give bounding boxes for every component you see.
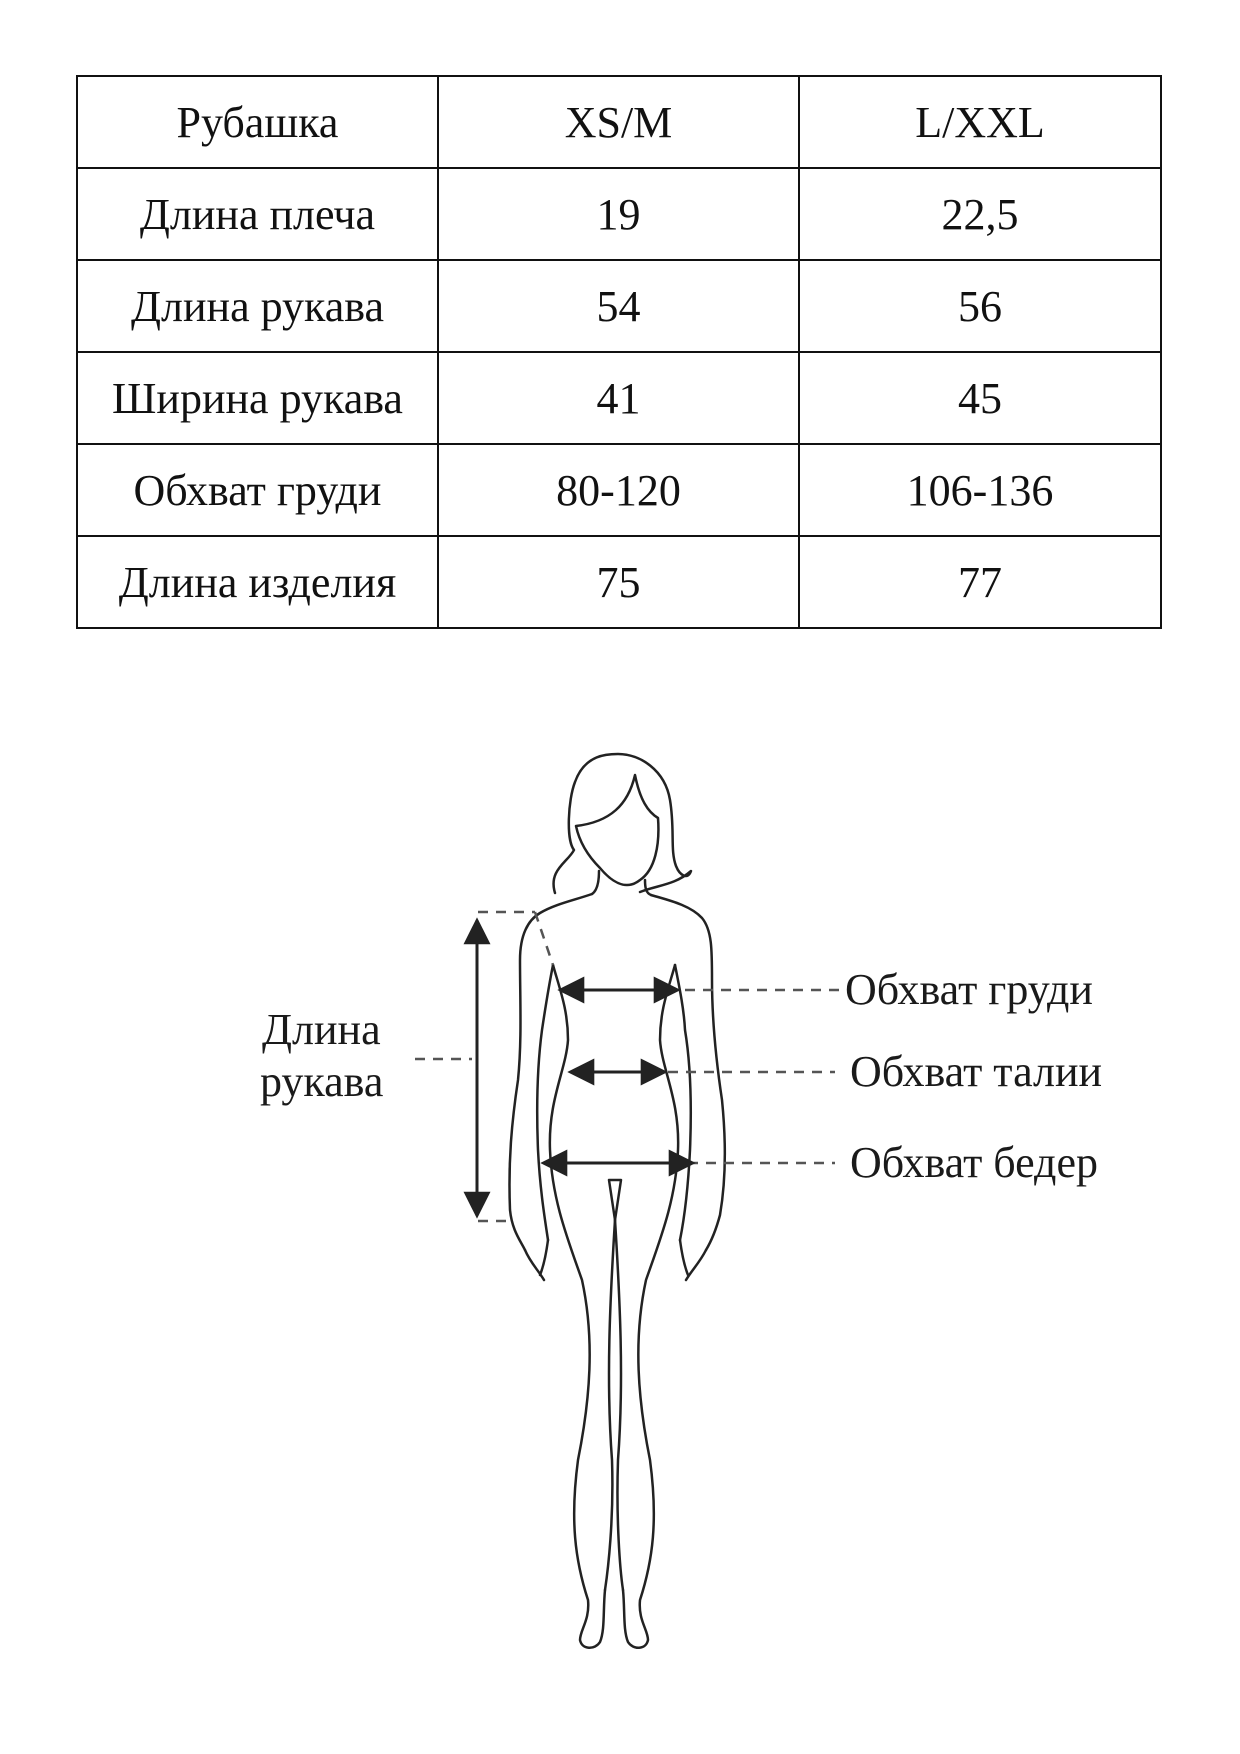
table-header-row <box>77 76 1161 168</box>
header-size-l-xxl: L/XXL <box>799 76 1161 168</box>
row-value-xs-m: 19 <box>438 168 799 260</box>
measurement-diagram <box>0 740 1240 1700</box>
body-silhouette-icon <box>0 740 1240 1700</box>
hips-girth-label: Обхват бедер <box>850 1138 1098 1187</box>
row-value-l-xxl: 77 <box>799 536 1161 628</box>
row-label: Длина рукава <box>77 260 438 352</box>
row-value-xs-m: 54 <box>438 260 799 352</box>
row-value-xs-m: 80-120 <box>438 444 799 536</box>
row-value-xs-m: 41 <box>438 352 799 444</box>
table-row <box>77 260 1161 352</box>
row-value-l-xxl: 22,5 <box>799 168 1161 260</box>
row-label: Длина изделия <box>77 536 438 628</box>
row-label: Длина плеча <box>77 168 438 260</box>
sleeve-length-label-line2: рукава <box>260 1057 384 1106</box>
table-row <box>77 536 1161 628</box>
row-value-l-xxl: 45 <box>799 352 1161 444</box>
row-label: Ширина рукава <box>77 352 438 444</box>
header-size-xs-m: XS/M <box>438 76 799 168</box>
row-value-l-xxl: 106-136 <box>799 444 1161 536</box>
chest-girth-label: Обхват груди <box>845 965 1093 1014</box>
row-value-l-xxl: 56 <box>799 260 1161 352</box>
row-value-xs-m: 75 <box>438 536 799 628</box>
header-garment: Рубашка <box>77 76 438 168</box>
row-label: Обхват груди <box>77 444 438 536</box>
size-chart-table <box>76 75 1162 629</box>
sleeve-length-label-line1: Длина <box>262 1005 381 1054</box>
table-row <box>77 444 1161 536</box>
table-row <box>77 352 1161 444</box>
table-row <box>77 168 1161 260</box>
waist-girth-label: Обхват талии <box>850 1047 1103 1096</box>
